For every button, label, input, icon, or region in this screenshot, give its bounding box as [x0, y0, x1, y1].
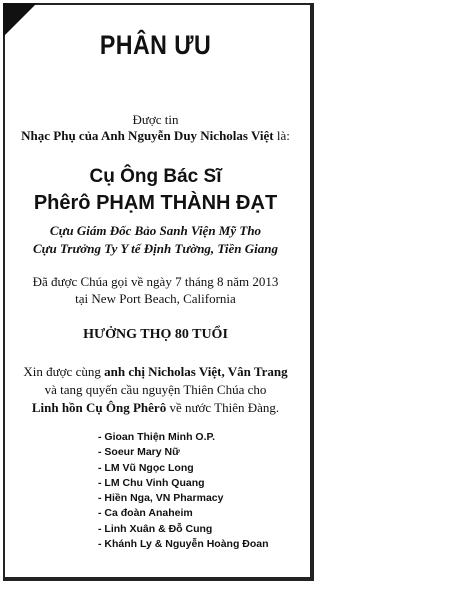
list-item: - Ca đoàn Anaheim	[98, 507, 193, 520]
message-line-3-soul: Linh hồn Cụ Ông Phêrô	[31, 400, 167, 415]
age-line: HƯỞNG THỌ 80 TUỔI	[83, 327, 228, 342]
message-line-1-prefix: Xin được cùng	[23, 364, 105, 379]
deceased-position-1: Cựu Giám Đốc Bảo Sanh Viện Mỹ Tho	[49, 223, 262, 238]
deceased-name: Phêrô PHẠM THÀNH ĐẠT	[33, 192, 278, 214]
list-item: - LM Vũ Ngọc Long	[98, 461, 194, 474]
message-line-3	[0, 400, 311, 416]
intro-suffix: là:	[273, 128, 290, 143]
intro-line-1: Được tin	[132, 112, 179, 127]
list-item: - Soeur Mary Nữ	[98, 446, 180, 459]
message-line-2: và tang quyến cầu nguyện Thiên Chúa cho	[44, 382, 267, 397]
list-item: - Gioan Thiện Minh O.P.	[98, 431, 216, 443]
intro-line-2	[0, 128, 311, 144]
list-item: - Khánh Ly & Nguyễn Hoàng Đoan	[98, 538, 269, 551]
message-line-3-suffix: về nước Thiên Đàng.	[166, 400, 280, 415]
message-line-1-names: anh chị Nicholas Việt, Vân Trang	[104, 364, 288, 379]
death-date-line: Đã được Chúa gọi về ngày 7 tháng 8 năm 2013	[32, 274, 279, 289]
death-place-line: tại New Port Beach, California	[75, 291, 236, 306]
list-item: - LM Chu Vinh Quang	[98, 476, 205, 489]
page-title: PHÂN ƯU	[99, 30, 212, 60]
intro-father-in-law: Nhạc Phụ của Anh Nguyễn Duy Nicholas Việt	[21, 128, 274, 143]
mourners-list	[98, 430, 269, 552]
deceased-position-2: Cựu Trưởng Ty Y tế Định Tường, Tiền Giang	[33, 241, 278, 256]
message-line-1	[0, 364, 311, 380]
list-item: - Linh Xuân & Đỗ Cung	[98, 522, 213, 535]
list-item: - Hiền Nga, VN Pharmacy	[98, 492, 224, 505]
deceased-title: Cụ Ông Bác Sĩ	[89, 166, 222, 187]
